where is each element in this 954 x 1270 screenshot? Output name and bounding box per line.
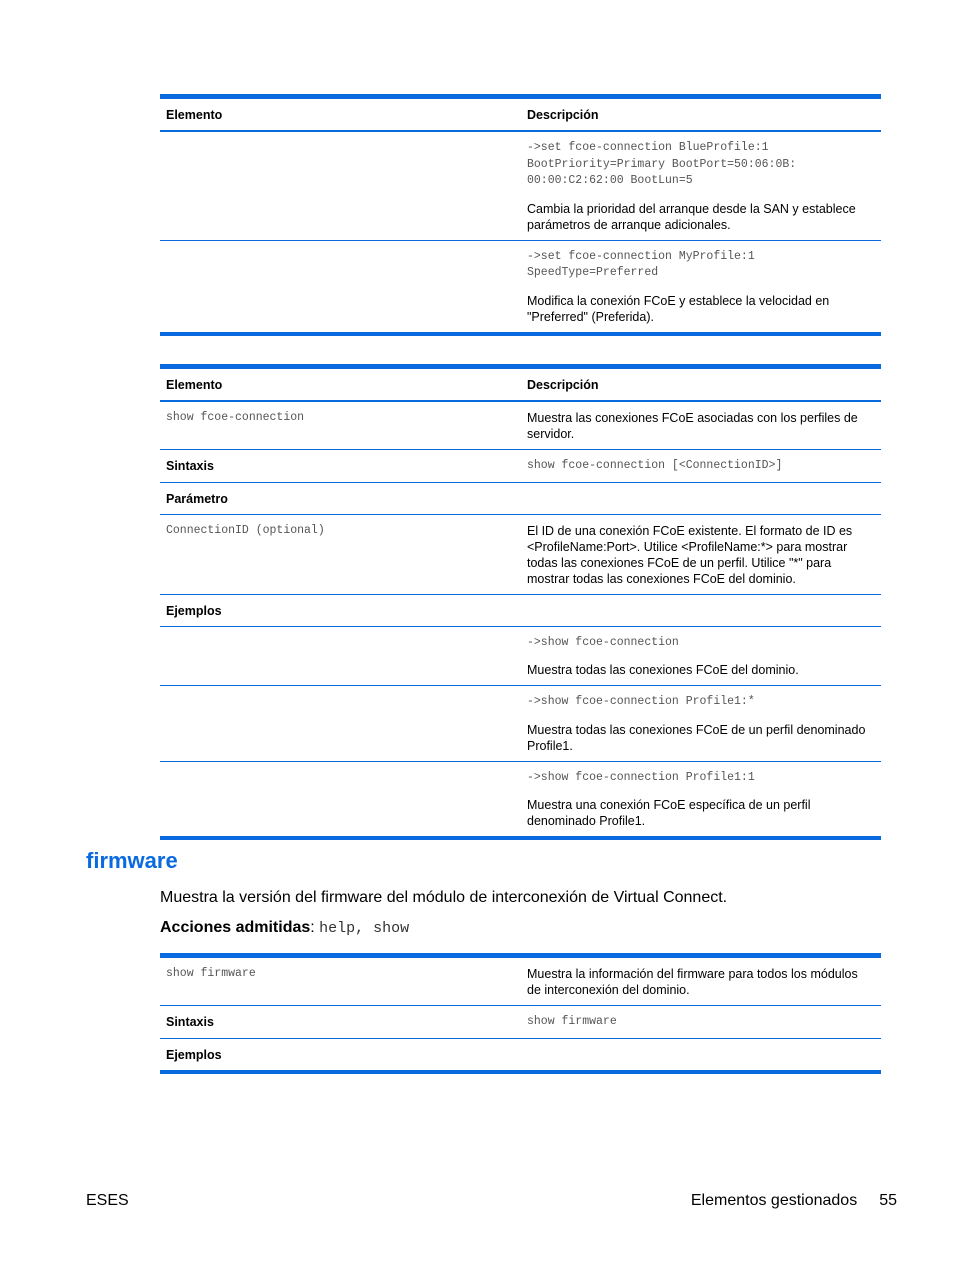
parameter-label: Parámetro <box>166 491 228 506</box>
actions-value: help, show <box>319 920 410 937</box>
header-elemento: Elemento <box>166 378 223 392</box>
command-name: show firmware <box>166 967 256 980</box>
table-row <box>160 1006 881 1039</box>
table-row <box>160 762 881 837</box>
section-title: firmware <box>86 848 178 873</box>
example-code: ->set fcoe-connection MyProfile:1 SpeedType=Preferred <box>527 249 755 279</box>
command-desc: Muestra las conexiones FCoE asociadas con los perfiles de servidor. <box>527 411 858 441</box>
example-desc: Cambia la prioridad del arranque desde la SAN y establece parámetros de arranque adicionales. <box>527 201 856 232</box>
examples-label: Ejemplos <box>166 1047 222 1062</box>
syntax-label: Sintaxis <box>166 1015 214 1029</box>
example-desc: Muestra todas las conexiones FCoE de un perfil denominado Profile1. <box>527 722 866 753</box>
command-name: show fcoe-connection <box>166 411 305 424</box>
syntax-value: show fcoe-connection [<ConnectionID>] <box>527 459 783 472</box>
actions-label: Acciones admitidas <box>160 919 311 936</box>
table-row <box>160 1039 881 1070</box>
table-show-firmware <box>160 953 881 1074</box>
table-row <box>160 515 881 595</box>
table-row <box>160 958 881 1006</box>
footer-left: ESES <box>86 1192 129 1209</box>
table-row <box>160 595 881 627</box>
example-desc: Modifica la conexión FCoE y establece la velocidad en "Preferred" (Preferida). <box>527 293 830 324</box>
syntax-value: show firmware <box>527 1015 617 1028</box>
actions-separator: : <box>310 919 320 936</box>
syntax-label: Sintaxis <box>166 459 214 473</box>
example-code: ->show fcoe-connection Profile1:1 <box>527 770 755 784</box>
examples-label: Ejemplos <box>166 603 222 618</box>
table-show-fcoe-connection <box>160 364 881 840</box>
table-row <box>160 627 881 687</box>
example-desc: Muestra todas las conexiones FCoE del dominio. <box>527 663 799 677</box>
table-set-fcoe-examples <box>160 94 881 336</box>
header-descripcion: Descripción <box>527 108 599 122</box>
section-intro: Muestra la versión del firmware del módulo de interconexión de Virtual Connect. <box>160 889 728 906</box>
table-row <box>160 483 881 515</box>
footer-right <box>691 1192 897 1210</box>
footer-chapter: Elementos gestionados <box>690 1192 858 1209</box>
table-row <box>160 402 881 450</box>
table-row <box>160 132 881 241</box>
header-descripcion: Descripción <box>527 378 599 392</box>
example-code: ->show fcoe-connection <box>527 635 679 649</box>
page-number: 55 <box>879 1192 897 1209</box>
table-row <box>160 241 881 332</box>
header-elemento: Elemento <box>166 108 223 122</box>
table-header <box>160 369 881 402</box>
example-code: ->set fcoe-connection BlueProfile:1 BootPriority=Primary BootPort=50:06:0B: 00:00:C2:62:00 BootLun=5 <box>527 141 797 187</box>
example-desc: Muestra una conexión FCoE específica de un perfil denominado Profile1. <box>527 798 811 828</box>
parameter-desc: El ID de una conexión FCoE existente. El formato de ID es <ProfileName:Port>. Utilice <ProfileName:*> para mostrar todas las conexiones FCoE de un perfil. Utilice "*" para mostrar todas las conexiones FCoE del dominio. <box>527 523 853 586</box>
table-row <box>160 450 881 483</box>
parameter-name: ConnectionID (optional) <box>166 523 325 537</box>
command-desc: Muestra la información del firmware para todos los módulos de interconexión del dominio. <box>527 967 858 997</box>
example-code: ->show fcoe-connection Profile1:* <box>527 695 755 708</box>
table-header <box>160 99 881 132</box>
table-row <box>160 686 881 762</box>
supported-actions <box>160 919 409 937</box>
